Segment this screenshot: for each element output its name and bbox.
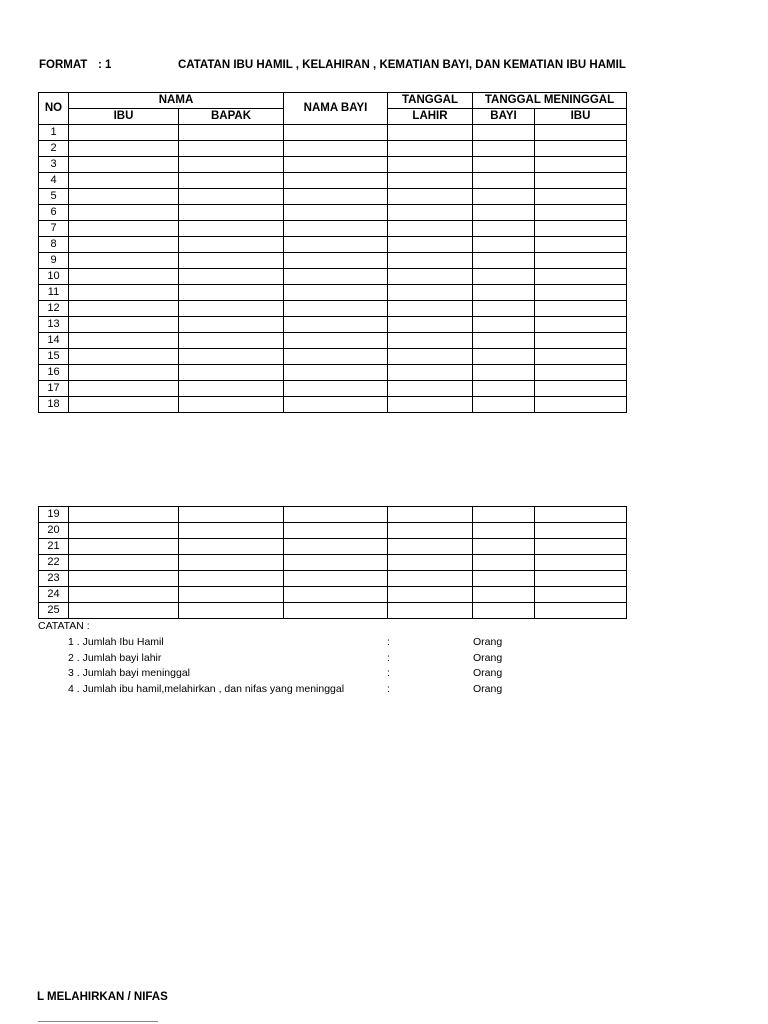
- table-cell: [284, 397, 388, 413]
- table-cell: [535, 603, 627, 619]
- table-cell: [179, 333, 284, 349]
- table-cell: [179, 253, 284, 269]
- row-number: 24: [39, 587, 69, 603]
- col-ibu-meninggal-header: IBU: [535, 109, 627, 125]
- table-cell: [535, 189, 627, 205]
- table-cell: [473, 285, 535, 301]
- table-cell: [179, 507, 284, 523]
- table-cell: [179, 571, 284, 587]
- table-cell: [179, 141, 284, 157]
- table-cell: [284, 141, 388, 157]
- table-cell: [179, 189, 284, 205]
- records-table: [38, 92, 627, 413]
- table-cell: [535, 365, 627, 381]
- table-cell: [69, 539, 179, 555]
- table-cell: [388, 205, 473, 221]
- table-row: [39, 349, 627, 365]
- table-cell: [535, 587, 627, 603]
- table-cell: [473, 507, 535, 523]
- note-unit: Orang: [473, 683, 503, 695]
- table-cell: [388, 221, 473, 237]
- col-nama-bayi-header: NAMA BAYI: [284, 93, 388, 125]
- row-number: 17: [39, 381, 69, 397]
- table-cell: [473, 333, 535, 349]
- row-number: 8: [39, 237, 69, 253]
- row-number: 15: [39, 349, 69, 365]
- table-row: [39, 301, 627, 317]
- table-cell: [473, 571, 535, 587]
- table-cell: [284, 173, 388, 189]
- table-cell: [535, 571, 627, 587]
- table-cell: [473, 381, 535, 397]
- table-cell: [535, 349, 627, 365]
- table-cell: [284, 571, 388, 587]
- table-cell: [69, 523, 179, 539]
- table-cell: [473, 269, 535, 285]
- note-unit: Orang: [473, 636, 503, 648]
- table-cell: [284, 205, 388, 221]
- table-cell: [473, 523, 535, 539]
- table-cell: [535, 205, 627, 221]
- table-cell: [284, 349, 388, 365]
- table-cell: [69, 587, 179, 603]
- table-cell: [69, 365, 179, 381]
- table-cell: [388, 285, 473, 301]
- note-item: [0, 652, 768, 667]
- table-cell: [535, 397, 627, 413]
- table-cell: [473, 587, 535, 603]
- table-cell: [473, 397, 535, 413]
- table-cell: [388, 173, 473, 189]
- table-cell: [69, 507, 179, 523]
- table-cell: [179, 269, 284, 285]
- table-cell: [388, 317, 473, 333]
- table-cell: [388, 301, 473, 317]
- table-cell: [69, 205, 179, 221]
- table-cell: [535, 269, 627, 285]
- table-cell: [69, 253, 179, 269]
- table-cell: [284, 157, 388, 173]
- table-row: [39, 189, 627, 205]
- table-cell: [284, 333, 388, 349]
- table-row: [39, 507, 627, 523]
- table-cell: [179, 173, 284, 189]
- table-row: [39, 603, 627, 619]
- table-cell: [473, 603, 535, 619]
- table-cell: [388, 189, 473, 205]
- table-cell: [179, 301, 284, 317]
- table-cell: [284, 237, 388, 253]
- table-cell: [388, 523, 473, 539]
- table-cell: [473, 317, 535, 333]
- table-cell: [69, 237, 179, 253]
- table-row: [39, 539, 627, 555]
- table-cell: [473, 349, 535, 365]
- note-colon: :: [387, 636, 390, 648]
- row-number: 11: [39, 285, 69, 301]
- table-cell: [535, 253, 627, 269]
- table-cell: [69, 603, 179, 619]
- note-label: 2 . Jumlah bayi lahir: [68, 652, 162, 664]
- table-cell: [179, 539, 284, 555]
- table-cell: [284, 269, 388, 285]
- table-cell: [284, 189, 388, 205]
- footer-divider: [38, 1021, 158, 1022]
- table-row: [39, 571, 627, 587]
- row-number: 2: [39, 141, 69, 157]
- table-body: [39, 507, 627, 619]
- table-cell: [69, 269, 179, 285]
- row-number: 18: [39, 397, 69, 413]
- table-row: [39, 587, 627, 603]
- table-cell: [535, 301, 627, 317]
- table-cell: [473, 221, 535, 237]
- table-cell: [69, 173, 179, 189]
- table-cell: [179, 125, 284, 141]
- table-cell: [179, 237, 284, 253]
- note-item: [0, 667, 768, 682]
- table-cell: [284, 125, 388, 141]
- row-number: 22: [39, 555, 69, 571]
- row-number: 21: [39, 539, 69, 555]
- table-cell: [535, 125, 627, 141]
- header-row: [39, 93, 627, 109]
- table-cell: [284, 285, 388, 301]
- table-cell: [473, 237, 535, 253]
- table-cell: [473, 555, 535, 571]
- col-no-header: NO: [39, 93, 69, 125]
- table-row: [39, 141, 627, 157]
- table-cell: [388, 125, 473, 141]
- table-cell: [284, 555, 388, 571]
- table-cell: [388, 571, 473, 587]
- table-cell: [179, 555, 284, 571]
- table-cell: [535, 237, 627, 253]
- note-colon: :: [387, 667, 390, 679]
- table-cell: [473, 253, 535, 269]
- table-cell: [388, 253, 473, 269]
- table-cell: [179, 285, 284, 301]
- col-lahir-header: LAHIR: [388, 109, 473, 125]
- table-cell: [179, 317, 284, 333]
- table-cell: [284, 507, 388, 523]
- col-nama-header: NAMA: [69, 93, 284, 109]
- table-cell: [535, 381, 627, 397]
- format-number: : 1: [98, 59, 112, 71]
- table-cell: [179, 221, 284, 237]
- table-cell: [388, 141, 473, 157]
- table-cell: [473, 157, 535, 173]
- table-cell: [388, 507, 473, 523]
- table-row: [39, 333, 627, 349]
- footer-text: L MELAHIRKAN / NIFAS: [37, 991, 168, 1003]
- table-cell: [535, 523, 627, 539]
- table-cell: [69, 381, 179, 397]
- table-cell: [284, 381, 388, 397]
- table-cell: [284, 301, 388, 317]
- col-tanggal-header: TANGGAL: [388, 93, 473, 109]
- note-unit: Orang: [473, 652, 503, 664]
- table-cell: [284, 317, 388, 333]
- table-cell: [388, 269, 473, 285]
- table-cell: [388, 555, 473, 571]
- table-cell: [69, 189, 179, 205]
- table-cell: [535, 285, 627, 301]
- table-cell: [69, 571, 179, 587]
- table-cell: [388, 237, 473, 253]
- note-colon: :: [387, 652, 390, 664]
- table-cell: [69, 333, 179, 349]
- table-cell: [179, 397, 284, 413]
- table-cell: [69, 397, 179, 413]
- row-number: 4: [39, 173, 69, 189]
- table-cell: [69, 141, 179, 157]
- row-number: 12: [39, 301, 69, 317]
- table-cell: [535, 317, 627, 333]
- table-row: [39, 285, 627, 301]
- table-cell: [388, 603, 473, 619]
- table-row: [39, 269, 627, 285]
- table-row: [39, 555, 627, 571]
- note-label: 3 . Jumlah bayi meninggal: [68, 667, 190, 679]
- table-cell: [179, 349, 284, 365]
- table-row: [39, 125, 627, 141]
- table-cell: [69, 555, 179, 571]
- table-cell: [69, 157, 179, 173]
- table-cell: [179, 587, 284, 603]
- row-number: 1: [39, 125, 69, 141]
- notes-label: CATATAN :: [38, 620, 90, 632]
- note-item: [0, 683, 768, 698]
- table-cell: [535, 157, 627, 173]
- row-number: 9: [39, 253, 69, 269]
- table-cell: [473, 205, 535, 221]
- table-cell: [535, 173, 627, 189]
- table-cell: [388, 157, 473, 173]
- table-cell: [535, 507, 627, 523]
- table-cell: [284, 603, 388, 619]
- table-cell: [388, 333, 473, 349]
- table-cell: [535, 221, 627, 237]
- table-cell: [388, 365, 473, 381]
- note-unit: Orang: [473, 667, 503, 679]
- table-cell: [284, 253, 388, 269]
- table-row: [39, 317, 627, 333]
- table-cell: [388, 349, 473, 365]
- table-cell: [473, 125, 535, 141]
- note-item: [0, 636, 768, 651]
- table-cell: [284, 221, 388, 237]
- row-number: 7: [39, 221, 69, 237]
- table-cell: [179, 205, 284, 221]
- table-row: [39, 237, 627, 253]
- table-row: [39, 173, 627, 189]
- table-cell: [179, 365, 284, 381]
- table-cell: [69, 221, 179, 237]
- table-cell: [179, 523, 284, 539]
- table-row: [39, 205, 627, 221]
- table-cell: [284, 523, 388, 539]
- table-row: [39, 365, 627, 381]
- table-cell: [388, 381, 473, 397]
- table-cell: [179, 157, 284, 173]
- row-number: 23: [39, 571, 69, 587]
- table-cell: [473, 189, 535, 205]
- row-number: 3: [39, 157, 69, 173]
- note-label: 4 . Jumlah ibu hamil,melahirkan , dan nifas yang meninggal: [68, 683, 345, 695]
- records-table-continued: [38, 506, 627, 619]
- table-row: [39, 157, 627, 173]
- table-row: [39, 381, 627, 397]
- row-number: 19: [39, 507, 69, 523]
- table-cell: [69, 125, 179, 141]
- row-number: 25: [39, 603, 69, 619]
- table-cell: [473, 173, 535, 189]
- table-cell: [535, 333, 627, 349]
- table-body: [39, 125, 627, 413]
- table-row: [39, 253, 627, 269]
- table-cell: [69, 317, 179, 333]
- table-cell: [284, 365, 388, 381]
- col-ibu-header: IBU: [69, 109, 179, 125]
- col-bapak-header: BAPAK: [179, 109, 284, 125]
- table-cell: [69, 349, 179, 365]
- row-number: 10: [39, 269, 69, 285]
- table-cell: [535, 555, 627, 571]
- table-cell: [388, 397, 473, 413]
- table-cell: [179, 381, 284, 397]
- table-cell: [473, 301, 535, 317]
- format-label: FORMAT: [39, 59, 88, 71]
- table-cell: [473, 141, 535, 157]
- table-cell: [284, 539, 388, 555]
- table-cell: [179, 603, 284, 619]
- row-number: 14: [39, 333, 69, 349]
- table-cell: [473, 365, 535, 381]
- table-cell: [473, 539, 535, 555]
- table-cell: [284, 587, 388, 603]
- table-row: [39, 523, 627, 539]
- row-number: 6: [39, 205, 69, 221]
- note-label: 1 . Jumlah Ibu Hamil: [68, 636, 164, 648]
- table-cell: [388, 587, 473, 603]
- table-row: [39, 397, 627, 413]
- table-cell: [535, 141, 627, 157]
- table-row: [39, 221, 627, 237]
- table-cell: [535, 539, 627, 555]
- table-cell: [69, 285, 179, 301]
- table-cell: [388, 539, 473, 555]
- row-number: 16: [39, 365, 69, 381]
- row-number: 13: [39, 317, 69, 333]
- row-number: 5: [39, 189, 69, 205]
- row-number: 20: [39, 523, 69, 539]
- document-title: CATATAN IBU HAMIL , KELAHIRAN , KEMATIAN BAYI, DAN KEMATIAN IBU HAMIL: [178, 59, 626, 71]
- col-bayi-header: BAYI: [473, 109, 535, 125]
- table-cell: [69, 301, 179, 317]
- col-tanggal-meninggal-header: TANGGAL MENINGGAL: [473, 93, 627, 109]
- note-colon: :: [387, 683, 390, 695]
